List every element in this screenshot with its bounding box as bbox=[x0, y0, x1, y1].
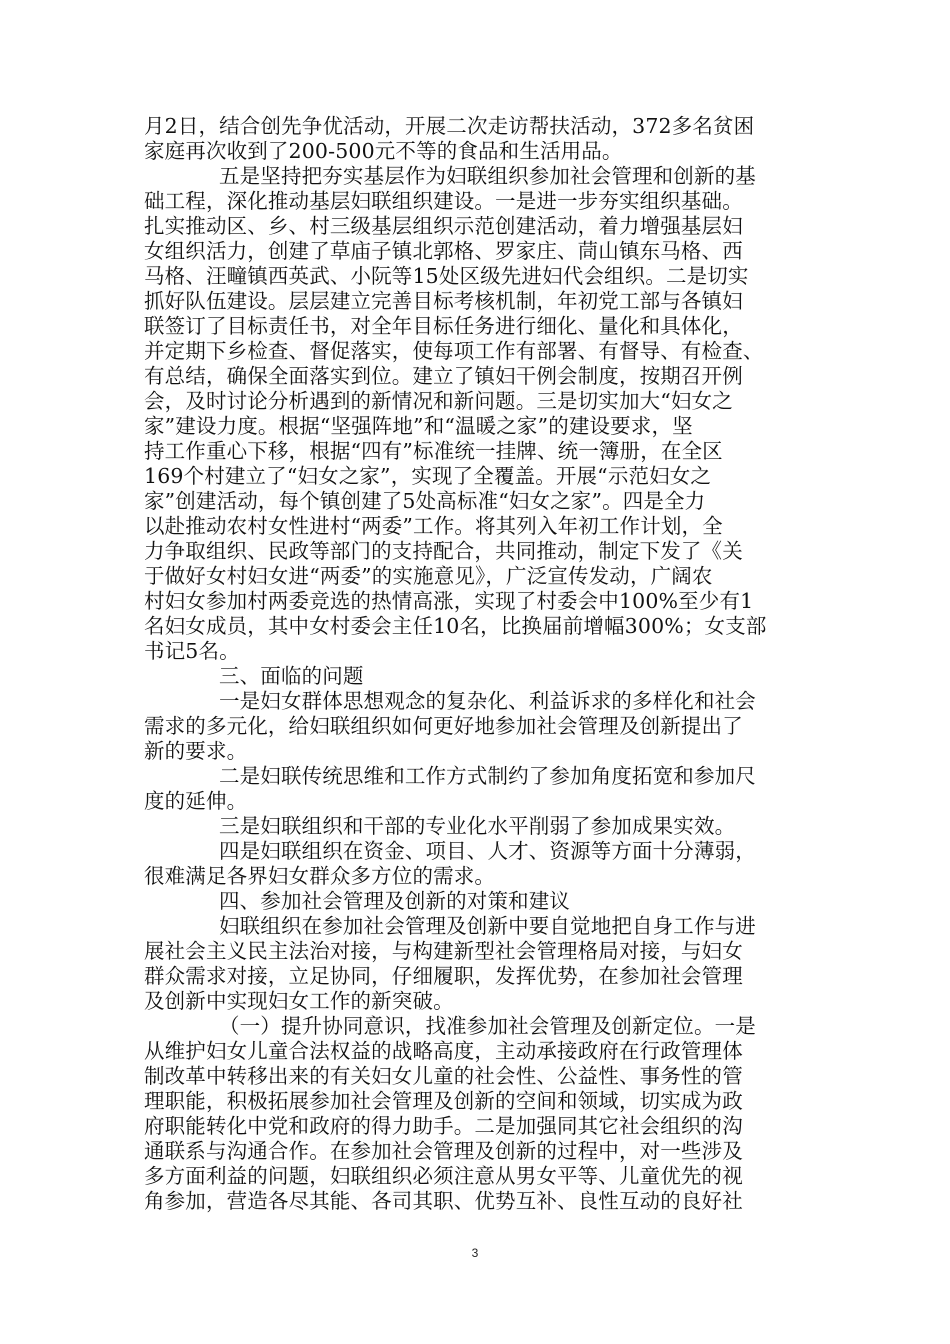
text-line: 二是妇联传统思维和工作方式制约了参加角度拓宽和参加尺 bbox=[219, 764, 756, 788]
text-line: 通联系与沟通合作。在参加社会管理及创新的过程中，对一些涉及 bbox=[144, 1139, 743, 1163]
text-line: 扎实推动区、乡、村三级基层组织示范创建活动，着力增强基层妇 bbox=[144, 214, 743, 238]
text-line: 联签订了目标责任书，对全年目标任务进行细化、量化和具体化， bbox=[144, 314, 743, 338]
document-body bbox=[144, 114, 806, 1214]
text-line: 力争取组织、民政等部门的支持配合，共同推动，制定下发了《关 bbox=[144, 539, 743, 563]
text-line: 女组织活力，创建了草庙子镇北郭格、罗家庄、茼山镇东马格、西 bbox=[144, 239, 743, 263]
text-line: 并定期下乡检查、督促落实，使每项工作有部署、有督导、有检查、 bbox=[144, 339, 764, 363]
text-line: 三、面临的问题 bbox=[219, 664, 364, 688]
text-line: 家庭再次收到了200-500元不等的食品和生活用品。 bbox=[144, 139, 623, 163]
text-line: 抓好队伍建设。层层建立完善目标考核机制，年初党工部与各镇妇 bbox=[144, 289, 743, 313]
text-line: 四是妇联组织在资金、项目、人才、资源等方面十分薄弱， bbox=[219, 839, 756, 863]
text-line: 四、参加社会管理及创新的对策和建议 bbox=[219, 889, 571, 913]
text-line: 村妇女参加村两委竞选的热情高涨，实现了村委会中100%至少有1 bbox=[144, 589, 754, 613]
text-line: 需求的多元化，给妇联组织如何更好地参加社会管理及创新提出了 bbox=[144, 714, 743, 738]
text-line: 理职能，积极拓展参加社会管理及创新的空间和领域，切实成为政 bbox=[144, 1089, 743, 1113]
text-line: 五是坚持把夯实基层作为妇联组织参加社会管理和创新的基 bbox=[219, 164, 756, 188]
text-line: 新的要求。 bbox=[144, 739, 248, 763]
text-line: 一是妇女群体思想观念的复杂化、利益诉求的多样化和社会 bbox=[219, 689, 756, 713]
text-line: 以赴推动农村女性进村“两委”工作。将其列入年初工作计划，全 bbox=[144, 514, 723, 538]
text-line: 名妇女成员，其中女村委会主任10名，比换届前增幅300%；女支部 bbox=[144, 614, 767, 638]
text-line: （一）提升协同意识，找准参加社会管理及创新定位。一是 bbox=[219, 1014, 756, 1038]
page-number: 3 bbox=[471, 1246, 479, 1260]
text-line: 多方面利益的问题，妇联组织必须注意从男女平等、儿童优先的视 bbox=[144, 1164, 743, 1188]
text-line: 展社会主义民主法治对接，与构建新型社会管理格局对接，与妇女 bbox=[144, 939, 743, 963]
text-line: 于做好女村妇女进“两委”的实施意见》，广泛宣传发动，广阔农 bbox=[144, 564, 713, 588]
text-line: 从维护妇女儿童合法权益的战略高度，主动承接政府在行政管理体 bbox=[144, 1039, 743, 1063]
text-line: 础工程，深化推动基层妇联组织建设。一是进一步夯实组织基础。 bbox=[144, 189, 743, 213]
text-line: 很难满足各界妇女群众多方位的需求。 bbox=[144, 864, 496, 888]
text-line: 三是妇联组织和干部的专业化水平削弱了参加成果实效。 bbox=[219, 814, 736, 838]
text-line: 169个村建立了“妇女之家”，实现了全覆盖。开展“示范妇女之 bbox=[144, 464, 712, 488]
text-line: 马格、汪疃镇西英武、小阮等15处区级先进妇代会组织。二是切实 bbox=[144, 264, 749, 288]
text-line: 家”创建活动，每个镇创建了5处高标准“妇女之家”。四是全力 bbox=[144, 489, 706, 513]
text-line: 会，及时讨论分析遇到的新情况和新问题。三是切实加大“妇女之 bbox=[144, 389, 733, 413]
text-line: 角参加，营造各尽其能、各司其职、优势互补、良性互动的良好社 bbox=[144, 1189, 743, 1213]
text-line: 群众需求对接，立足协同，仔细履职，发挥优势，在参加社会管理 bbox=[144, 964, 743, 988]
text-line: 制改革中转移出来的有关妇女儿童的社会性、公益性、事务性的管 bbox=[144, 1064, 743, 1088]
text-line: 家”建设力度。根据“坚强阵地”和“温暖之家”的建设要求，坚 bbox=[144, 414, 693, 438]
text-line: 府职能转化中党和政府的得力助手。二是加强同其它社会组织的沟 bbox=[144, 1114, 743, 1138]
text-line: 月2日，结合创先争优活动，开展二次走访帮扶活动，372多名贫困 bbox=[144, 114, 755, 138]
text-line: 度的延伸。 bbox=[144, 789, 248, 813]
text-line: 书记5名。 bbox=[144, 639, 240, 663]
text-line: 妇联组织在参加社会管理及创新中要自觉地把自身工作与进 bbox=[219, 914, 756, 938]
text-line: 及创新中实现妇女工作的新突破。 bbox=[144, 989, 454, 1013]
text-line: 有总结，确保全面落实到位。建立了镇妇干例会制度，按期召开例 bbox=[144, 364, 743, 388]
text-line: 持工作重心下移，根据“四有”标准统一挂牌、统一簿册，在全区 bbox=[144, 439, 723, 463]
